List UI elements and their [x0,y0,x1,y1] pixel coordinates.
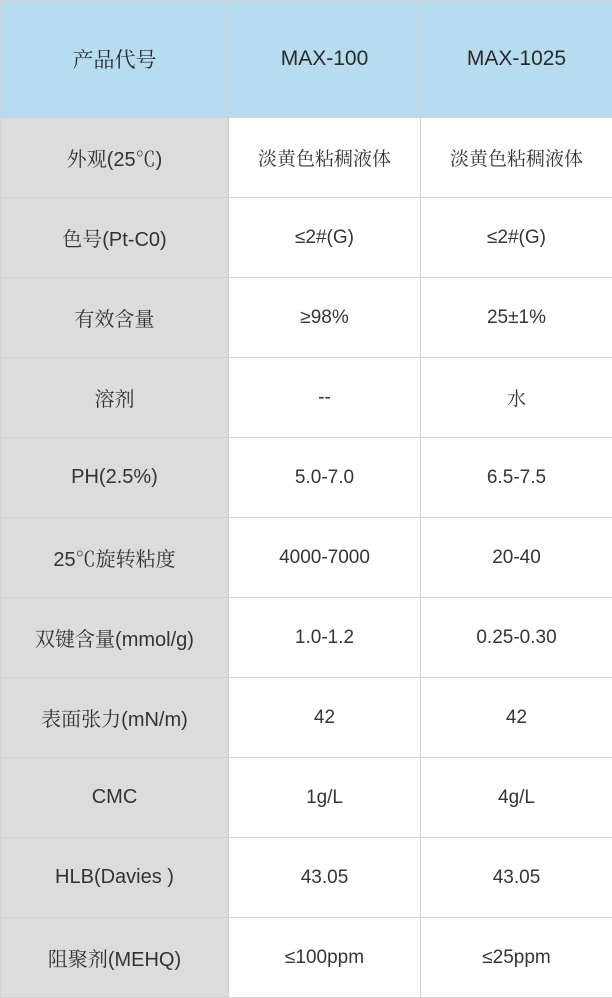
row-value-2: 4g/L [421,758,612,838]
row-value-2: 43.05 [421,838,612,918]
row-label: PH(2.5%) [1,438,229,518]
row-value-1: 43.05 [229,838,421,918]
row-value-1: ≤2#(G) [229,198,421,278]
row-label: 外观(25℃) [1,118,229,198]
row-value-1: 5.0-7.0 [229,438,421,518]
row-label: 有效含量 [1,278,229,358]
table-header-row [1,1,612,118]
table-row [1,278,612,358]
row-value-2: 6.5-7.5 [421,438,612,518]
row-value-1: ≤100ppm [229,918,421,998]
row-value-1: 1.0-1.2 [229,598,421,678]
table-row [1,118,612,198]
header-column-2: MAX-1025 [421,1,612,118]
row-label: 阻聚剂(MEHQ) [1,918,229,998]
row-value-1: -- [229,358,421,438]
row-value-2: 20-40 [421,518,612,598]
row-label: 溶剂 [1,358,229,438]
header-label-cell: 产品代号 [1,1,229,118]
table-row [1,518,612,598]
row-value-2: 0.25-0.30 [421,598,612,678]
row-value-2: 淡黄色粘稠液体 [421,118,612,198]
row-label: 双键含量(mmol/g) [1,598,229,678]
row-value-1: 1g/L [229,758,421,838]
table-row [1,358,612,438]
row-value-1: 淡黄色粘稠液体 [229,118,421,198]
table-row [1,758,612,838]
row-label: 25℃旋转粘度 [1,518,229,598]
header-column-1: MAX-100 [229,1,421,118]
row-value-1: ≥98% [229,278,421,358]
row-label: CMC [1,758,229,838]
row-value-2: ≤25ppm [421,918,612,998]
row-label: HLB(Davies ) [1,838,229,918]
row-value-2: 42 [421,678,612,758]
row-label: 色号(Pt-C0) [1,198,229,278]
row-value-2: ≤2#(G) [421,198,612,278]
row-value-2: 25±1% [421,278,612,358]
row-value-1: 42 [229,678,421,758]
table-row [1,838,612,918]
row-value-1: 4000-7000 [229,518,421,598]
table-row [1,678,612,758]
table-row [1,438,612,518]
row-value-2: 水 [421,358,612,438]
row-label: 表面张力(mN/m) [1,678,229,758]
table-row [1,598,612,678]
table-row [1,198,612,278]
